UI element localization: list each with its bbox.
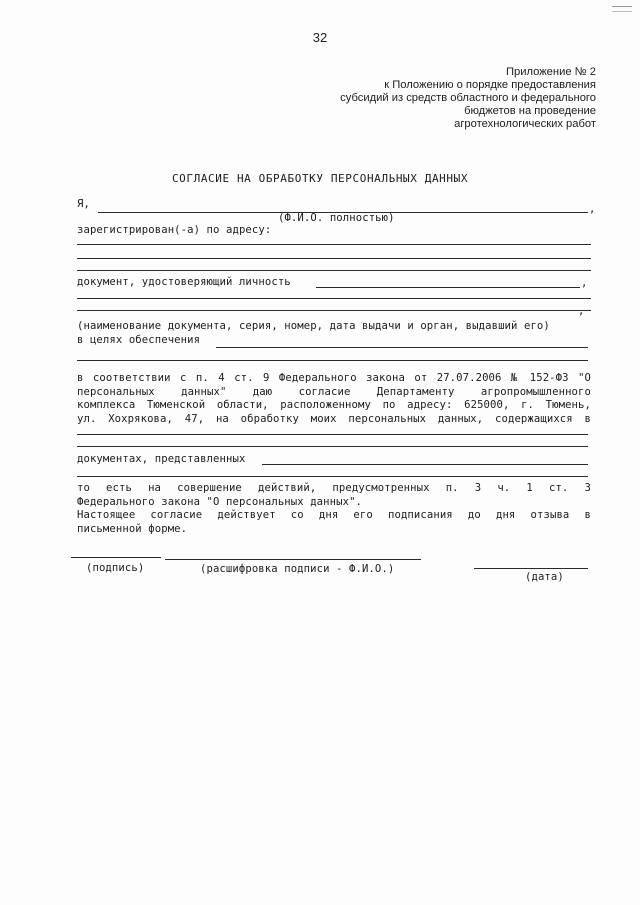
accordance-paragraph — [77, 372, 591, 426]
document-comma: , — [581, 277, 588, 289]
purpose-field-line[interactable] — [216, 347, 588, 348]
actions-line-4: письменной форме. — [77, 522, 188, 535]
signature-caption: (подпись) — [86, 562, 145, 574]
accordance-line-3: комплекса Тюменской области, расположенному по адресу: 625000, г. Тюмень, — [77, 399, 591, 412]
accordance-line-1: в соответствии с п. 4 ст. 9 Федерального закона от 27.07.2006 № 152-ФЗ "О — [77, 372, 591, 384]
address-line-2[interactable] — [77, 258, 591, 259]
data-line-1[interactable] — [77, 434, 588, 435]
date-caption: (дата) — [525, 571, 564, 583]
actions-paragraph — [77, 482, 591, 536]
ya-label: Я, — [77, 198, 90, 210]
actions-line-2: Федерального закона "О персональных данных". — [77, 495, 363, 508]
decoding-caption: (расшифровка подписи - Ф.И.О.) — [200, 563, 395, 575]
scan-edge-mark — [612, 6, 632, 12]
document-title: СОГЛАСИЕ НА ОБРАБОТКУ ПЕРСОНАЛЬНЫХ ДАННЫХ — [171, 172, 469, 185]
registered-label: зарегистрирован(-а) по адресу: — [77, 224, 272, 236]
appendix-line-1: Приложение № 2 — [505, 66, 596, 78]
page-number: 32 — [312, 30, 328, 45]
data-line-2[interactable] — [77, 446, 588, 447]
address-line-1[interactable] — [77, 244, 591, 245]
document-line-3[interactable] — [77, 310, 591, 311]
date-line[interactable] — [474, 568, 588, 569]
document-label: документ, удостоверяющий личность — [77, 276, 291, 288]
signature-line[interactable] — [71, 557, 161, 558]
appendix-line-2: к Положению о порядке предоставления — [384, 79, 596, 91]
purpose-line-2[interactable] — [77, 360, 588, 361]
purpose-label: в целях обеспечения — [77, 334, 201, 346]
documents-label: документах, представленных — [77, 453, 246, 465]
appendix-line-3: субсидий из средств областного и федерального — [340, 92, 596, 104]
document-caption: (наименование документа, серия, номер, дата выдачи и орган, выдавший его) — [77, 320, 550, 332]
actions-line-1: то есть на совершение действий, предусмотренных п. 3 ч. 1 ст. 3 — [77, 482, 591, 494]
accordance-line-2: персональных данных" даю согласие Департаменту агропромышленного — [77, 385, 591, 398]
document-comma-2: , — [578, 305, 585, 317]
documents-field-line[interactable] — [262, 464, 588, 465]
document-line-2[interactable] — [77, 298, 591, 299]
appendix-line-4: бюджетов на проведение — [464, 105, 596, 117]
fio-caption: (Ф.И.О. полностью) — [278, 212, 395, 224]
signature-decoding-line[interactable] — [165, 559, 421, 560]
address-line-3[interactable] — [77, 270, 591, 271]
fio-comma: , — [589, 203, 596, 215]
accordance-line-4: ул. Хохрякова, 47, на обработку моих персональных данных, содержащихся в — [77, 412, 591, 425]
appendix-line-5: агротехнологических работ — [454, 118, 596, 130]
documents-line-2[interactable] — [77, 476, 588, 477]
document-field-line[interactable] — [316, 287, 580, 288]
actions-line-3: Настоящее согласие действует со дня его подписания до дня отзыва в — [77, 509, 591, 522]
